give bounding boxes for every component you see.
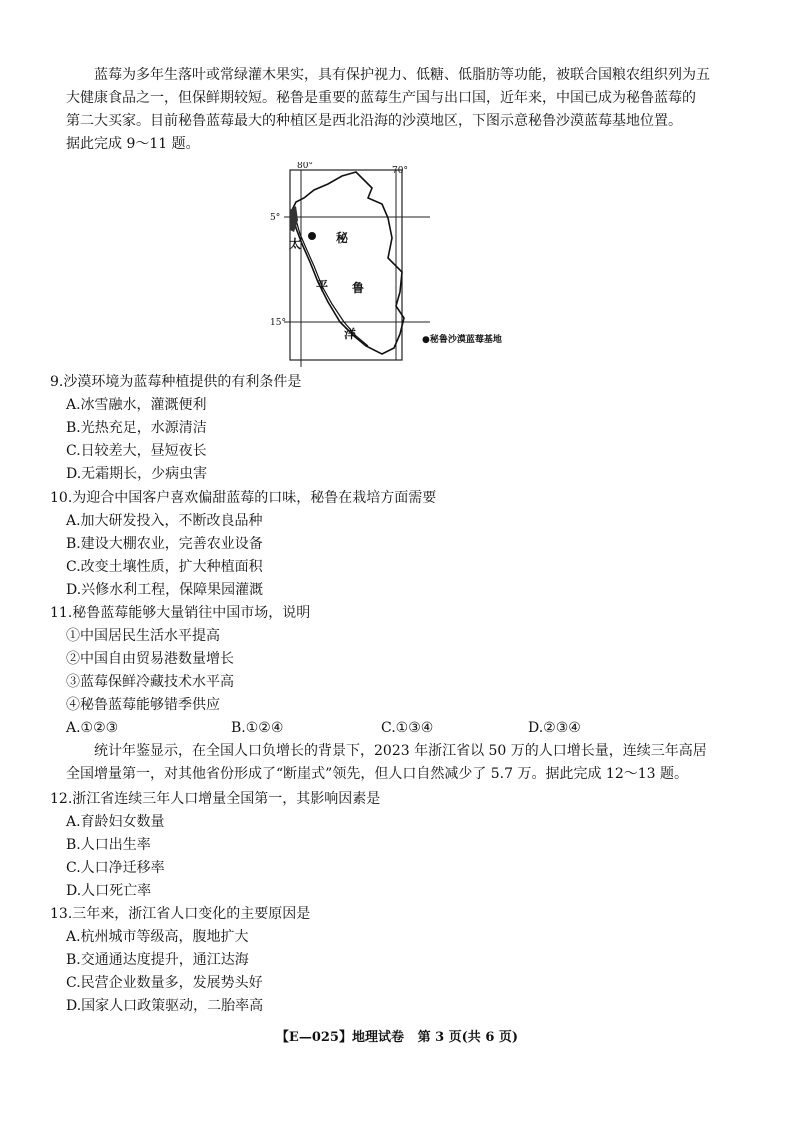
question-13-stem: 13.三年来，浙江省人口变化的主要原因是	[50, 906, 311, 922]
page-number: 第 3 页(共 6 页)	[417, 1030, 519, 1045]
question-12-option-a[interactable]: A.育龄妇女数量	[66, 814, 165, 830]
question-11-stem: 11.秘鲁蓝莓能够大量销往中国市场，说明	[50, 605, 311, 621]
question-12-option-d[interactable]: D.人口死亡率	[66, 883, 152, 899]
page-footer	[0, 1026, 794, 1045]
question-11-option-b[interactable]: B.①②④	[231, 720, 284, 736]
question-10-option-c[interactable]: C.改变土壤性质，扩大种植面积	[66, 559, 263, 575]
question-9-option-d[interactable]: D.无霜期长，少病虫害	[66, 466, 208, 482]
question-10-option-a[interactable]: A.加大研发投入，不断改良品种	[66, 513, 263, 529]
question-10-option-b[interactable]: B.建设大棚农业，完善农业设备	[66, 536, 263, 552]
question-13-option-a[interactable]: A.杭州城市等级高，腹地扩大	[66, 929, 249, 945]
question-9-stem: 9.沙漠环境为蓝莓种植提供的有利条件是	[50, 374, 302, 390]
question-13-option-b[interactable]: B.交通通达度提升，通江达海	[66, 952, 249, 968]
question-11-option-d[interactable]: D.②③④	[528, 720, 581, 736]
question-9-option-b[interactable]: B.光热充足，水源清洁	[66, 420, 207, 436]
question-10-stem: 10.为迎合中国客户喜欢偏甜蓝莓的口味，秘鲁在栽培方面需要	[50, 490, 437, 506]
question-9-option-a[interactable]: A.冰雪融水，灌溉便利	[66, 397, 207, 413]
place-label-peru-2: 鲁	[352, 281, 365, 295]
question-11-item-2: ②中国自由贸易港数量增长	[66, 651, 234, 667]
question-12-option-b[interactable]: B.人口出生率	[66, 837, 151, 853]
question-11-item-1: ①中国居民生活水平提高	[66, 628, 220, 644]
question-11-item-4: ④秘鲁蓝莓能够错季供应	[66, 697, 220, 713]
map-svg	[270, 162, 550, 367]
question-10-option-d[interactable]: D.兴修水利工程，保障果园灌溉	[66, 582, 264, 598]
place-label-pacific-2: 平	[316, 279, 329, 293]
peru-blueberry-map	[270, 162, 550, 367]
intro-line: 第二大买家。目前秘鲁蓝莓最大的种植区是西北沿海的沙漠地区，下图示意秘鲁沙漠蓝莓基地位置。	[66, 113, 682, 129]
intro-paragraph-2	[66, 740, 738, 786]
question-9-option-c[interactable]: C.日较差大，昼短夜长	[66, 443, 207, 459]
place-label-pacific-1: 太	[289, 237, 302, 251]
place-label-peru-1: 秘	[336, 231, 349, 245]
question-11-item-3: ③蓝莓保鲜冷藏技术水平高	[66, 674, 234, 690]
exam-subject: 地理试卷	[351, 1030, 404, 1045]
map-legend: ●秘鲁沙漠蓝莓基地	[422, 335, 502, 345]
intro-line: 统计年鉴显示，在全国人口负增长的背景下，2023 年浙江省以 50 万的人口增长量，连续三年高居	[94, 743, 707, 759]
intro-line: 据此完成 9～11 题。	[66, 136, 200, 152]
lat-label-5: 5°	[270, 213, 281, 223]
lon-label-80: 80°	[297, 162, 313, 171]
lon-label-70: 70°	[392, 166, 408, 176]
exam-code: 【E—025】	[275, 1030, 352, 1045]
intro-line: 大健康食品之一，但保鲜期较短。秘鲁是重要的蓝莓生产国与出口国，近年来，中国已成为秘鲁蓝莓的	[66, 90, 696, 106]
intro-paragraph-1	[66, 64, 738, 156]
question-12-option-c[interactable]: C.人口净迁移率	[66, 860, 165, 876]
blueberry-base-marker	[308, 232, 316, 240]
place-label-pacific-3: 洋	[344, 327, 357, 341]
lat-label-15: 15°	[270, 318, 286, 328]
intro-line: 蓝莓为多年生落叶或常绿灌木果实，具有保护视力、低糖、低脂肪等功能，被联合国粮农组织列为五	[94, 67, 710, 83]
question-13-option-c[interactable]: C.民营企业数量多，发展势头好	[66, 975, 263, 991]
question-11-option-c[interactable]: C.①③④	[381, 720, 434, 736]
intro-line: 全国增量第一，对其他省份形成了“断崖式”领先，但人口自然减少了 5.7 万。据此完成 12～13 题。	[66, 766, 689, 782]
question-12-stem: 12.浙江省连续三年人口增量全国第一，其影响因素是	[50, 791, 381, 807]
question-11-option-a[interactable]: A.①②③	[66, 720, 119, 736]
question-13-option-d[interactable]: D.国家人口政策驱动，二胎率高	[66, 998, 264, 1014]
